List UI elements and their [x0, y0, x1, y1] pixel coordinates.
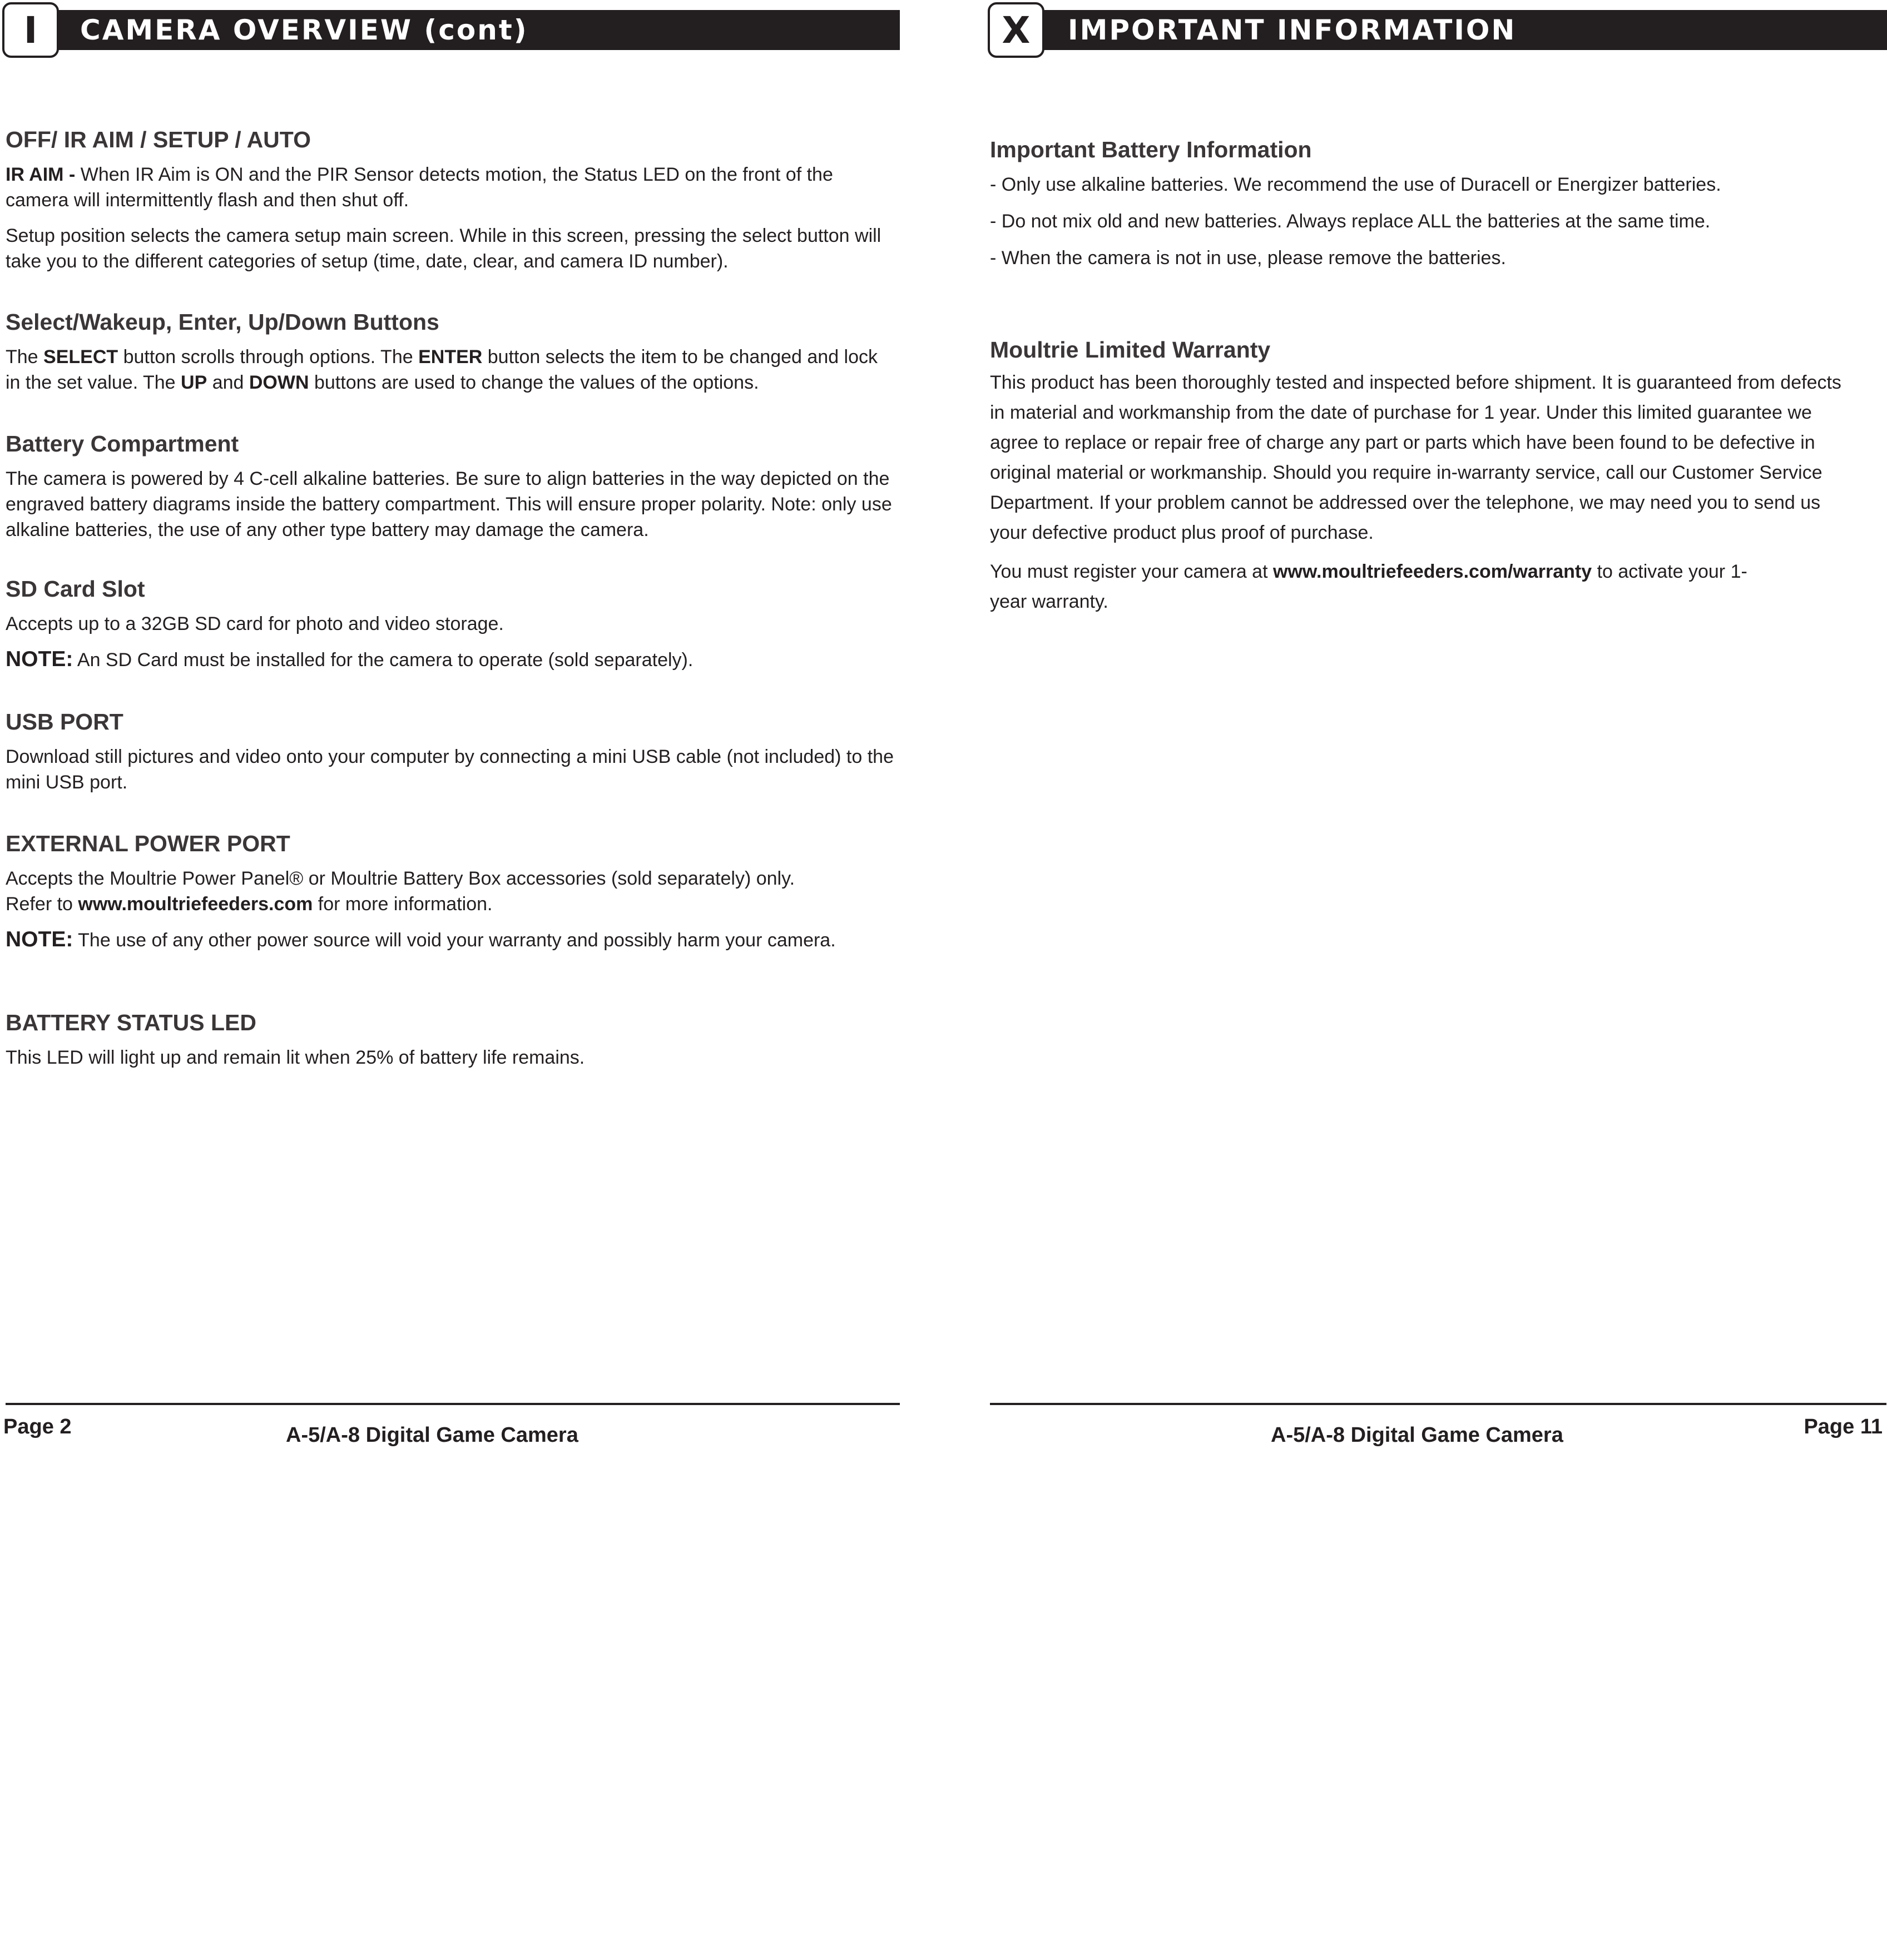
- text-run: button scrolls through options. The: [118, 346, 419, 368]
- note-text: An SD Card must be installed for the camera to operate (sold separately).: [73, 649, 694, 671]
- battery-info-item: - Do not mix old and new batteries. Always replace ALL the batteries at the same time.: [990, 211, 1711, 232]
- text-run: buttons are used to change the values of the options.: [309, 372, 759, 393]
- section-heading: Battery Compartment: [6, 431, 239, 456]
- section-external-power-port: [6, 831, 895, 963]
- note-label: NOTE:: [6, 927, 73, 951]
- down-label: DOWN: [249, 372, 309, 393]
- ir-aim-text: When IR Aim is ON and the PIR Sensor detects motion, the Status LED on the front of the camera will intermittently flash and then shut off.: [6, 164, 833, 211]
- left-product-name: A-5/A-8 Digital Game Camera: [286, 1423, 578, 1447]
- section-off-ir-aim: [6, 127, 895, 284]
- external-power-note: [6, 927, 895, 953]
- buttons-paragraph: [6, 344, 895, 395]
- ir-aim-label: IR AIM -: [6, 164, 76, 185]
- left-page-title: CAMERA OVERVIEW (cont): [80, 14, 528, 46]
- text-run: for more information.: [313, 894, 493, 915]
- usb-port-paragraph: Download still pictures and video onto your computer by connecting a mini USB cable (not included) to the mini USB port.: [6, 746, 894, 793]
- right-product-name: A-5/A-8 Digital Game Camera: [1271, 1423, 1563, 1447]
- section-warranty: [990, 337, 1858, 627]
- left-section-number: I: [2, 2, 59, 58]
- right-footer-rule: [990, 1403, 1886, 1405]
- warranty-register-paragraph: [990, 557, 1769, 617]
- ir-aim-paragraph: [6, 162, 895, 213]
- battery-info-item: - When the camera is not in use, please remove the batteries.: [990, 247, 1506, 269]
- right-page-title: IMPORTANT INFORMATION: [1068, 14, 1517, 46]
- right-page-number: Page 11: [1804, 1415, 1883, 1438]
- up-label: UP: [181, 372, 207, 393]
- section-battery-status-led: [6, 1010, 895, 1080]
- section-heading: BATTERY STATUS LED: [6, 1010, 256, 1035]
- sd-card-note: [6, 647, 895, 673]
- battery-info-item: - Only use alkaline batteries. We recommend the use of Duracell or Energizer batteries.: [990, 174, 1721, 195]
- section-battery-compartment: [6, 431, 895, 553]
- sd-card-paragraph: Accepts up to a 32GB SD card for photo and video storage.: [6, 613, 504, 634]
- external-power-paragraph: [6, 866, 895, 917]
- section-usb-port: [6, 709, 895, 805]
- section-battery-info: [990, 137, 1858, 281]
- section-heading: Select/Wakeup, Enter, Up/Down Buttons: [6, 309, 439, 335]
- right-section-number: X: [988, 2, 1044, 58]
- battery-compartment-paragraph: The camera is powered by 4 C-cell alkaline batteries. Be sure to align batteries in the way depicted on the engraved battery diagrams inside the battery compartment. This will ensure proper polarity. Note: only use alkaline batteries, the use of any other type battery may damage the camera.: [6, 468, 892, 540]
- left-page-number: Page 2: [3, 1415, 72, 1438]
- left-footer-rule: [6, 1403, 900, 1405]
- enter-label: ENTER: [418, 346, 483, 368]
- section-heading: Moultrie Limited Warranty: [990, 337, 1271, 363]
- section-heading: USB PORT: [6, 709, 123, 735]
- text-run: Accepts the Moultrie Power Panel® or Moultrie Battery Box accessories (sold separately) only.: [6, 868, 795, 889]
- section-heading: OFF/ IR AIM / SETUP / AUTO: [6, 127, 311, 152]
- section-sd-card-slot: [6, 576, 895, 683]
- text-run: Refer to: [6, 894, 78, 915]
- text-run: to activate your 1-year warranty.: [990, 561, 1747, 612]
- battery-led-paragraph: This LED will light up and remain lit when 25% of battery life remains.: [6, 1047, 585, 1068]
- moultrie-url[interactable]: www.moultriefeeders.com: [78, 894, 313, 915]
- select-label: SELECT: [43, 346, 118, 368]
- warranty-paragraph: This product has been thoroughly tested and inspected before shipment. It is guaranteed from defects in material and workmanship from the date of purchase for 1 year. Under this limited guarantee we agree to replace or repair free of charge any part or parts which have been found to be defective in original material or workmanship. Should you require in-warranty service, call our Customer Service Department. If your problem cannot be addressed over the telephone, we may need you to send us your defective product plus proof of purchase.: [990, 372, 1841, 543]
- text-run: and: [207, 372, 249, 393]
- section-buttons: [6, 309, 895, 405]
- section-heading: SD Card Slot: [6, 576, 145, 602]
- text-run: button selects the item to be changed and lock in the set value. The: [6, 346, 878, 393]
- section-heading: Important Battery Information: [990, 137, 1312, 162]
- note-label: NOTE:: [6, 647, 73, 671]
- section-heading: EXTERNAL POWER PORT: [6, 831, 290, 856]
- warranty-url[interactable]: www.moultriefeeders.com/warranty: [1272, 561, 1592, 582]
- note-text: The use of any other power source will void your warranty and possibly harm your camera.: [73, 930, 836, 951]
- text-run: The: [6, 346, 44, 368]
- text-run: You must register your camera at: [990, 561, 1273, 582]
- setup-paragraph: Setup position selects the camera setup main screen. While in this screen, pressing the select button will take you to the different categories of setup (time, date, clear, and camera ID number).: [6, 225, 881, 272]
